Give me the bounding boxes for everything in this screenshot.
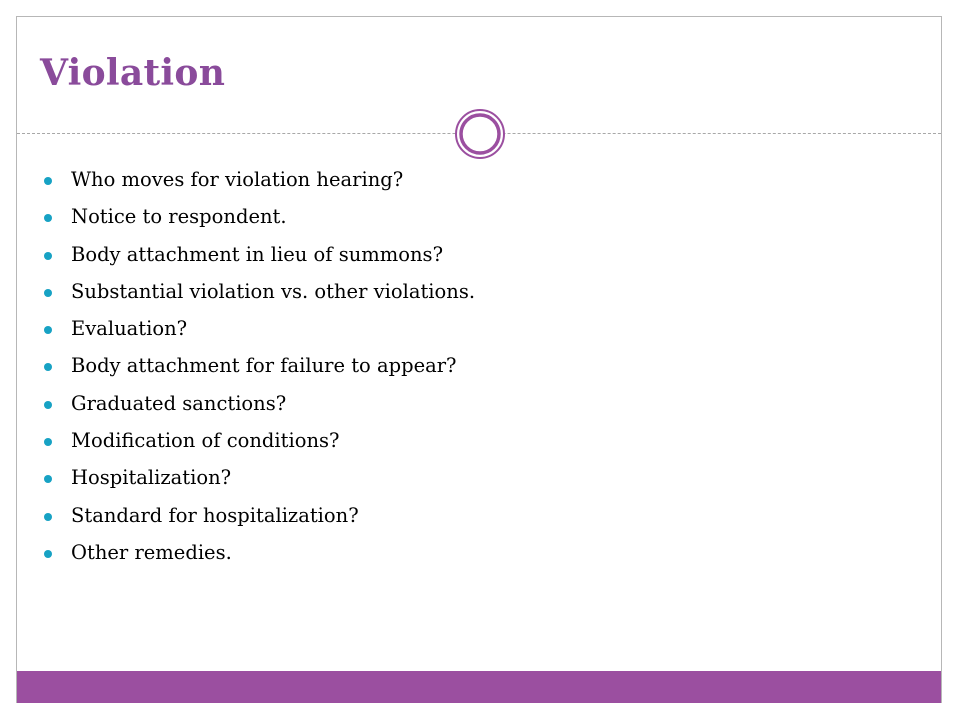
bullet-dot-icon [44,550,52,558]
list-item-text: Other remedies. [71,540,232,564]
bullet-dot-icon [44,401,52,409]
bullet-dot-icon [44,177,52,185]
footer-bar [17,671,941,703]
list-item [44,429,475,466]
bullet-dot-icon [44,289,52,297]
list-item [44,205,475,242]
list-item [44,354,475,391]
list-item-text: Modification of conditions? [71,429,340,453]
list-item-text: Body attachment for failure to appear? [71,354,457,378]
list-item-text: Standard for hospitalization? [71,503,359,527]
bullet-list [44,168,475,578]
bullet-dot-icon [44,513,52,521]
list-item-text: Who moves for violation hearing? [71,168,404,191]
bullet-dot-icon [44,326,52,334]
list-item-text: Evaluation? [71,317,188,341]
list-item [44,392,475,429]
bullet-dot-icon [44,214,52,222]
bullet-dot-icon [44,475,52,483]
list-item [44,504,475,541]
list-item-text: Notice to respondent. [71,205,287,229]
list-item [44,243,475,280]
bullet-dot-icon [44,363,52,371]
bullet-dot-icon [44,438,52,446]
slide-title: Violation [40,52,226,94]
list-item [44,168,475,205]
list-item [44,541,475,578]
bullet-dot-icon [44,252,52,260]
list-item [44,280,475,317]
list-item-text: Body attachment in lieu of summons? [71,242,444,266]
list-item [44,317,475,354]
double-ring-ornament-icon [454,108,506,160]
list-item-text: Graduated sanctions? [71,391,287,415]
list-item-text: Hospitalization? [71,466,232,490]
list-item-text: Substantial violation vs. other violations. [71,279,476,303]
list-item [44,466,475,503]
